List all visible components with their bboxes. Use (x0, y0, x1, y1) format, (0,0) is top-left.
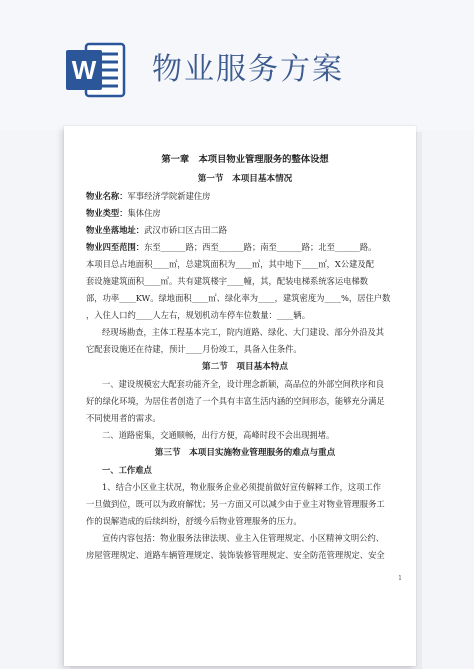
property-name-line (86, 188, 404, 205)
paragraph-line: 房屋管理规定、道路车辆管理规定、装饰装修管理规定、安全防范管理规定、安全 (86, 550, 385, 560)
paragraph-line: 好的绿化环境，为居住者创造了一个具有丰富生活内涵的空间形态，能够充分满足 (86, 396, 385, 406)
paragraph-line: 不同使用者的需求。 (86, 413, 161, 423)
paragraph-line: 1、结合小区业主状况，物业服务企业必须提前做好宣传解释工作，这项工作 (102, 482, 382, 492)
property-location-value: 武汉市硚口区古田二路 (144, 225, 228, 235)
svg-text:W: W (71, 55, 97, 85)
paragraph-line: 它配套设施还在待建，预计____月份竣工，具备入住条件。 (86, 344, 302, 354)
chapter-heading: 第一章 本项目物业管理服务的整体设想 (161, 154, 329, 165)
paragraph-line: 二、道路密集，交通顺畅，出行方便，高峰时段不会出现拥堵。 (102, 430, 335, 440)
banner (0, 0, 474, 130)
section-heading-3: 第三节 本项目实施物业管理服务的难点与重点 (154, 448, 336, 458)
property-location-label: 物业坐落地址： (86, 225, 145, 235)
paragraph-line: 套设施建筑面积____㎡。共有建筑楼宇____幢，其，配装电梯系统客运电梯数 (86, 276, 369, 286)
paragraph-line: 部，功率____KW。绿地面积____㎡、绿化率为____，建筑密度为____%，居住户数 (86, 293, 391, 303)
paragraph-line: 宣传内容包括：物业服务法律法规、业主入住管理规定、小区精神文明公约、 (102, 533, 385, 543)
paragraph-line: ，入住人口约____人左右，规划机动车停车位数量：____辆。 (86, 310, 311, 320)
paragraph-line: 本项目总占地面积____㎡，总建筑面积为____㎡，其中地下____㎡，X公建及配 (86, 259, 375, 269)
section-heading-1: 第一节 本项目基本情况 (197, 174, 293, 184)
property-location-line (86, 222, 404, 239)
page-title: 物业服务方案 (152, 52, 344, 87)
property-type-value: 集体住房 (127, 208, 161, 218)
paragraph-line: 作的误解造成的后续纠纷，舒缓今后物业管理服务的压力。 (86, 516, 302, 526)
document-body (86, 150, 404, 564)
property-type-line (86, 205, 404, 222)
paragraph-line: 一旦做到位，既可以为政府解忧；另一方面又可以减少由于业主对物业管理服务工 (86, 499, 385, 509)
paragraph-line: 经现场勘查，主体工程基本完工，院内道路、绿化、大门建设、部分外沿及其 (102, 327, 385, 337)
property-name-value: 军事经济学院新建住房 (127, 191, 211, 201)
property-bounds-label: 物业四至范围： (86, 242, 145, 252)
property-bounds-value: 东至______路；西至______路；南至______路；北至______路。 (144, 242, 377, 252)
property-type-label: 物业类型： (86, 208, 128, 218)
subheading: 一、工作难点 (102, 465, 152, 475)
section-heading-2: 第二节 项目基本特点 (202, 362, 288, 372)
document-page (64, 126, 416, 666)
paragraph-line: 一、建设规模宏大配套功能齐全，设计理念新颖，高品位的外部空间秩序和良 (102, 379, 385, 389)
page-number: 1 (398, 575, 402, 582)
word-document-icon (64, 38, 128, 102)
property-name-label: 物业名称： (86, 191, 128, 201)
property-bounds-line (86, 239, 404, 256)
